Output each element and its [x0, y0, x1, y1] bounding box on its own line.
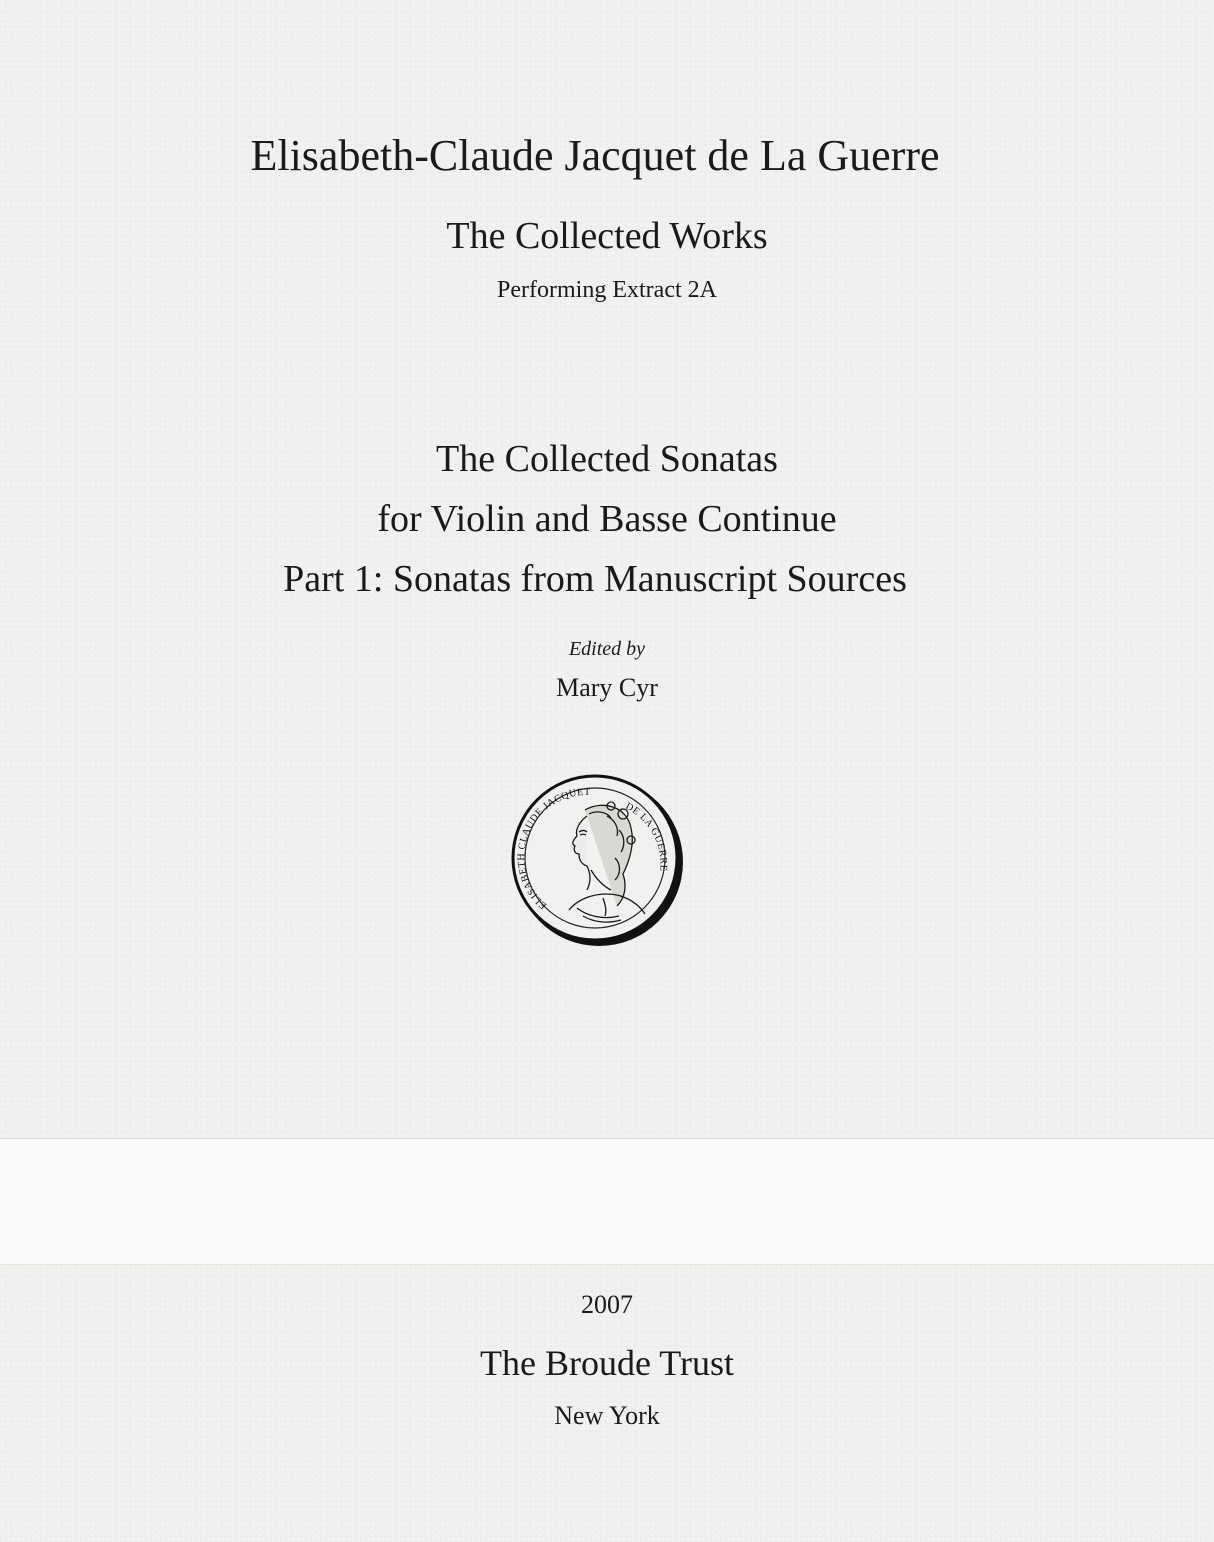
series-title: The Collected Works [446, 215, 768, 257]
title-page-lower-sheet [0, 1264, 1214, 1542]
extract-label: Performing Extract 2A [497, 277, 717, 303]
composer-name: Elisabeth-Claude Jacquet de La Guerre [250, 131, 940, 180]
work-title-line-1: The Collected Sonatas [436, 438, 778, 480]
edited-by-label: Edited by [568, 638, 646, 660]
portrait-medallion-icon [507, 770, 685, 948]
medallion-inscription-left: ELISABETH CLAUDE JACQUET [516, 786, 591, 912]
publication-place: New York [554, 1401, 660, 1430]
publisher-name: The Broude Trust [479, 1343, 735, 1383]
publication-year: 2007 [581, 1290, 633, 1319]
page-gap [0, 1139, 1214, 1264]
work-title-line-3: Part 1: Sonatas from Manuscript Sources [283, 558, 907, 600]
medallion-inscription-right: DE LA GUERRE [623, 800, 669, 872]
work-title-line-2: for Violin and Basse Continue [377, 498, 837, 540]
editor-name: Mary Cyr [556, 673, 658, 702]
